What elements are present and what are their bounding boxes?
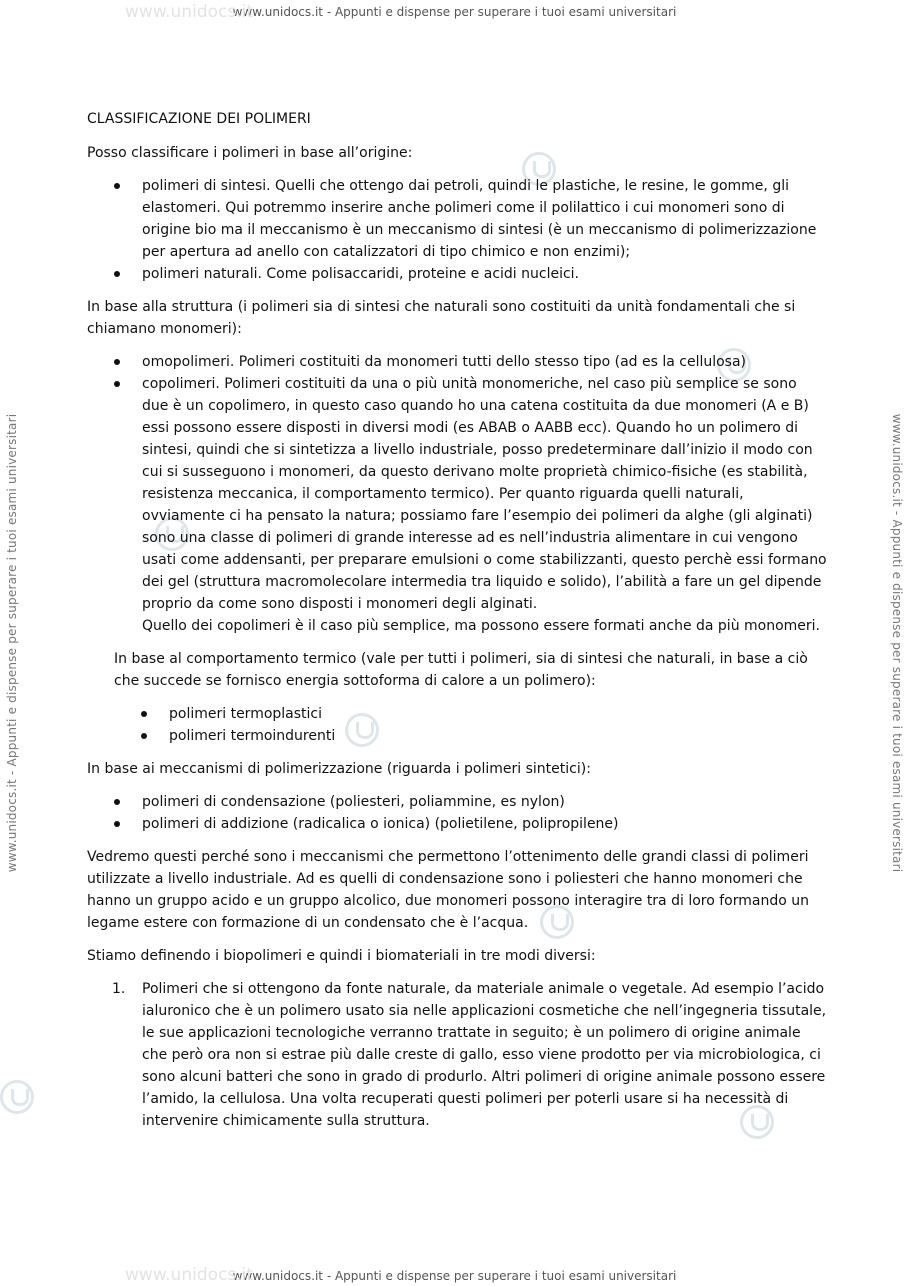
list-item: omopolimeri. Polimeri costituiti da monomeri tutti dello stesso tipo (ad es la cellulosa) bbox=[142, 351, 827, 373]
mechanism-intro: In base ai meccanismi di polimerizzazione (riguarda i polimeri sintetici): bbox=[87, 761, 591, 777]
list-item: polimeri di condensazione (poliesteri, poliammine, es nylon) bbox=[142, 791, 827, 813]
structure-intro: In base alla struttura (i polimeri sia di sintesi che naturali sono costituiti da unità fondamentali che si chiamano monomeri): bbox=[87, 299, 796, 337]
structure-list bbox=[87, 351, 827, 637]
bio-intro: Stiamo definendo i biopolimeri e quindi i biomateriali in tre modi diversi: bbox=[87, 948, 596, 964]
watermark-footer: www.unidocs.it - Appunti e dispense per superare i tuoi esami universitari bbox=[232, 1269, 677, 1283]
mechanism-paragraph: Vedremo questi perché sono i meccanismi che permettono l’ottenimento delle grandi classi di polimeri utilizzate a livello industriale. Ad es quelli di condensazione sono i poliesteri che hanno monomeri che hanno un gruppo acido e un gruppo alcolico, due monomeri possono interagire tra di loro formando un legame estere con formazione di un condensato che è l’acqua. bbox=[87, 849, 809, 931]
page-title: CLASSIFICAZIONE DEI POLIMERI bbox=[87, 111, 311, 127]
watermark-ghost-bottom: www.unidocs.it bbox=[125, 1265, 254, 1285]
watermark-ghost-top: www.unidocs.it bbox=[125, 2, 254, 22]
list-item bbox=[142, 373, 827, 637]
list-item: Polimeri che si ottengono da fonte naturale, da materiale animale o vegetale. Ad esempio l’acido ialuronico che è un polimero usato sia nelle applicazioni cosmetiche che nell’ingegneria tissutale, le sue applicazioni tecnologiche verranno trattate in seguito; è un polimero di origine animale che però ora non si estrae più dalle creste di gallo, esso viene prodotto per via microbiologica, ci sono alcuni batteri che sono in grado di produrlo. Altri polimeri di origine animale possono essere l’amido, la cellulosa. Una volta recuperati questi polimeri per poterli usare si ha necessità di intervenire chimicamente sulla struttura. bbox=[142, 981, 827, 1129]
thermal-intro: In base al comportamento termico (vale per tutti i polimeri, sia di sintesi che naturali, in base a ciò che succede se fornisco energia sottoforma di calore a un polimero): bbox=[114, 651, 808, 689]
watermark-logo-icon bbox=[0, 1080, 34, 1114]
mechanism-list bbox=[87, 791, 827, 835]
watermark-left: www.unidocs.it - Appunti e dispense per superare i tuoi esami universitari bbox=[5, 413, 19, 873]
copolymer-text: copolimeri. Polimeri costituiti da una o più unità monomeriche, nel caso più semplice se sono due è un copolimero, in questo caso quando ho una catena costituita da due monomeri (A e B) essi possono essere disposti in diversi modi (es ABAB o AABB ecc). Quando ho un polimero di sintesi, quindi che si sintetizza a livello industriale, posso predeterminare dall’inizio il modo con cui si susseguono i monomeri, da questo derivano molte proprietà chimico-fisiche (es stabilità, resistenza meccanica, il comportamento termico). Per quanto riguarda quelli naturali, ovviamente ci ha pensato la natura; possiamo fare l’esempio dei polimeri da alghe (gli alginati) sono una classe di polimeri di grande interesse ad es nell’industria alimentare in cui vengono usati come addensanti, per preparare emulsioni o come stabilizzanti, questo perchè essi formano dei gel (struttura macromolecolare intermedia tra liquido e solido), l’abilità a fare un gel dipende proprio da come sono disposti i monomeri degli alginati. bbox=[142, 376, 827, 612]
bio-list bbox=[87, 978, 827, 1132]
thermal-list bbox=[87, 703, 827, 747]
origin-list bbox=[87, 175, 827, 285]
origin-intro: Posso classificare i polimeri in base all’origine: bbox=[87, 145, 413, 161]
list-item: polimeri termoindurenti bbox=[169, 725, 827, 747]
list-item: polimeri termoplastici bbox=[169, 703, 827, 725]
watermark-right: www.unidocs.it - Appunti e dispense per superare i tuoi esami universitari bbox=[890, 413, 904, 873]
document-page bbox=[87, 108, 827, 1143]
copolymer-note: Quello dei copolimeri è il caso più semplice, ma possono essere formati anche da più monomeri. bbox=[142, 618, 821, 634]
watermark-header: www.unidocs.it - Appunti e dispense per superare i tuoi esami universitari bbox=[232, 5, 677, 19]
list-item: polimeri naturali. Come polisaccaridi, proteine e acidi nucleici. bbox=[142, 263, 827, 285]
list-item: polimeri di sintesi. Quelli che ottengo dai petroli, quindi le plastiche, le resine, le gomme, gli elastomeri. Qui potremmo inserire anche polimeri come il polilattico i cui monomeri sono di origine bio ma il meccanismo è un meccanismo di sintesi (è un meccanismo di polimerizzazione per apertura ad anello con catalizzatori di tipo chimico e non enzimi); bbox=[142, 175, 827, 263]
list-item: polimeri di addizione (radicalica o ionica) (polietilene, polipropilene) bbox=[142, 813, 827, 835]
